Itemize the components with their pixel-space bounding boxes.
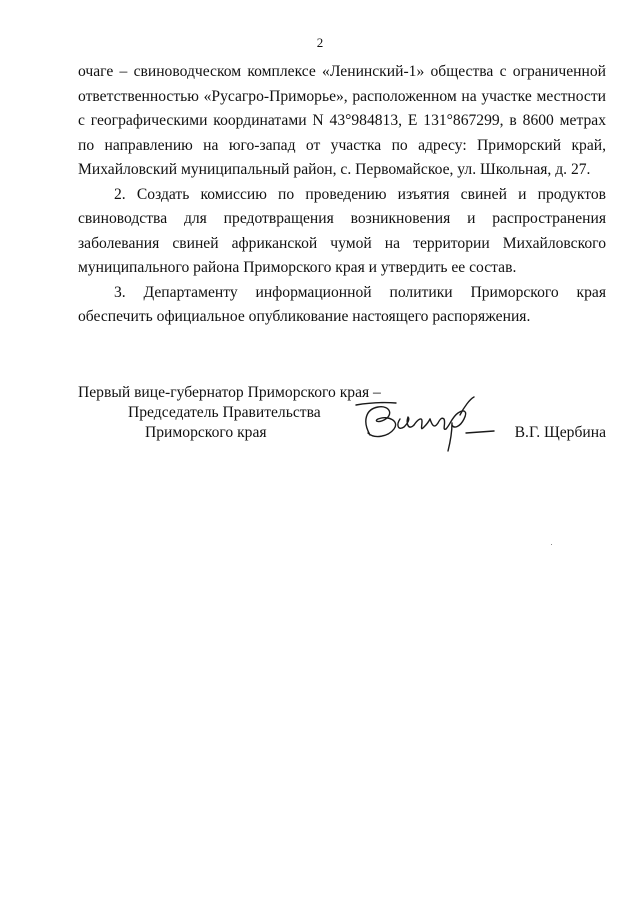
signer-title-line-2: Председатель Правительства: [128, 404, 321, 421]
signer-title-line-3: Приморского края: [145, 424, 267, 441]
paragraph-continuation: очаге – свиноводческом комплексе «Ленинский-1» общества с ограниченной ответственностью «Русагро-Приморье», расположенном на участке местности с географическими координатами N 43°984813, E 131°867299, в 8600 метрах по направлению на юго-запад от участка по адресу: Приморский край, Михайловский муниципальный район, с. Первомайское, ул. Школьная, д. 27.: [78, 63, 606, 178]
paragraph-item-2: 2. Создать комиссию по проведению изъятия свиней и продуктов свиноводства для предотвращения возникновения и распространения заболевания свиней африканской чумой на территории Михайловского муниципального района Приморского края и утвердить ее состав.: [78, 185, 606, 276]
paragraph-item-3: 3. Департаменту информационной политики Приморского края обеспечить официальное опубликование настоящего распоряжения.: [78, 283, 606, 325]
signer-name: В.Г. Щербина: [514, 424, 606, 441]
page-number: 2: [316, 35, 324, 50]
signer-title-line-1: Первый вице-губернатор Приморского края –: [78, 384, 381, 401]
handwritten-signature: [348, 393, 498, 459]
scan-speck: [551, 544, 552, 545]
document-body: [78, 60, 606, 330]
